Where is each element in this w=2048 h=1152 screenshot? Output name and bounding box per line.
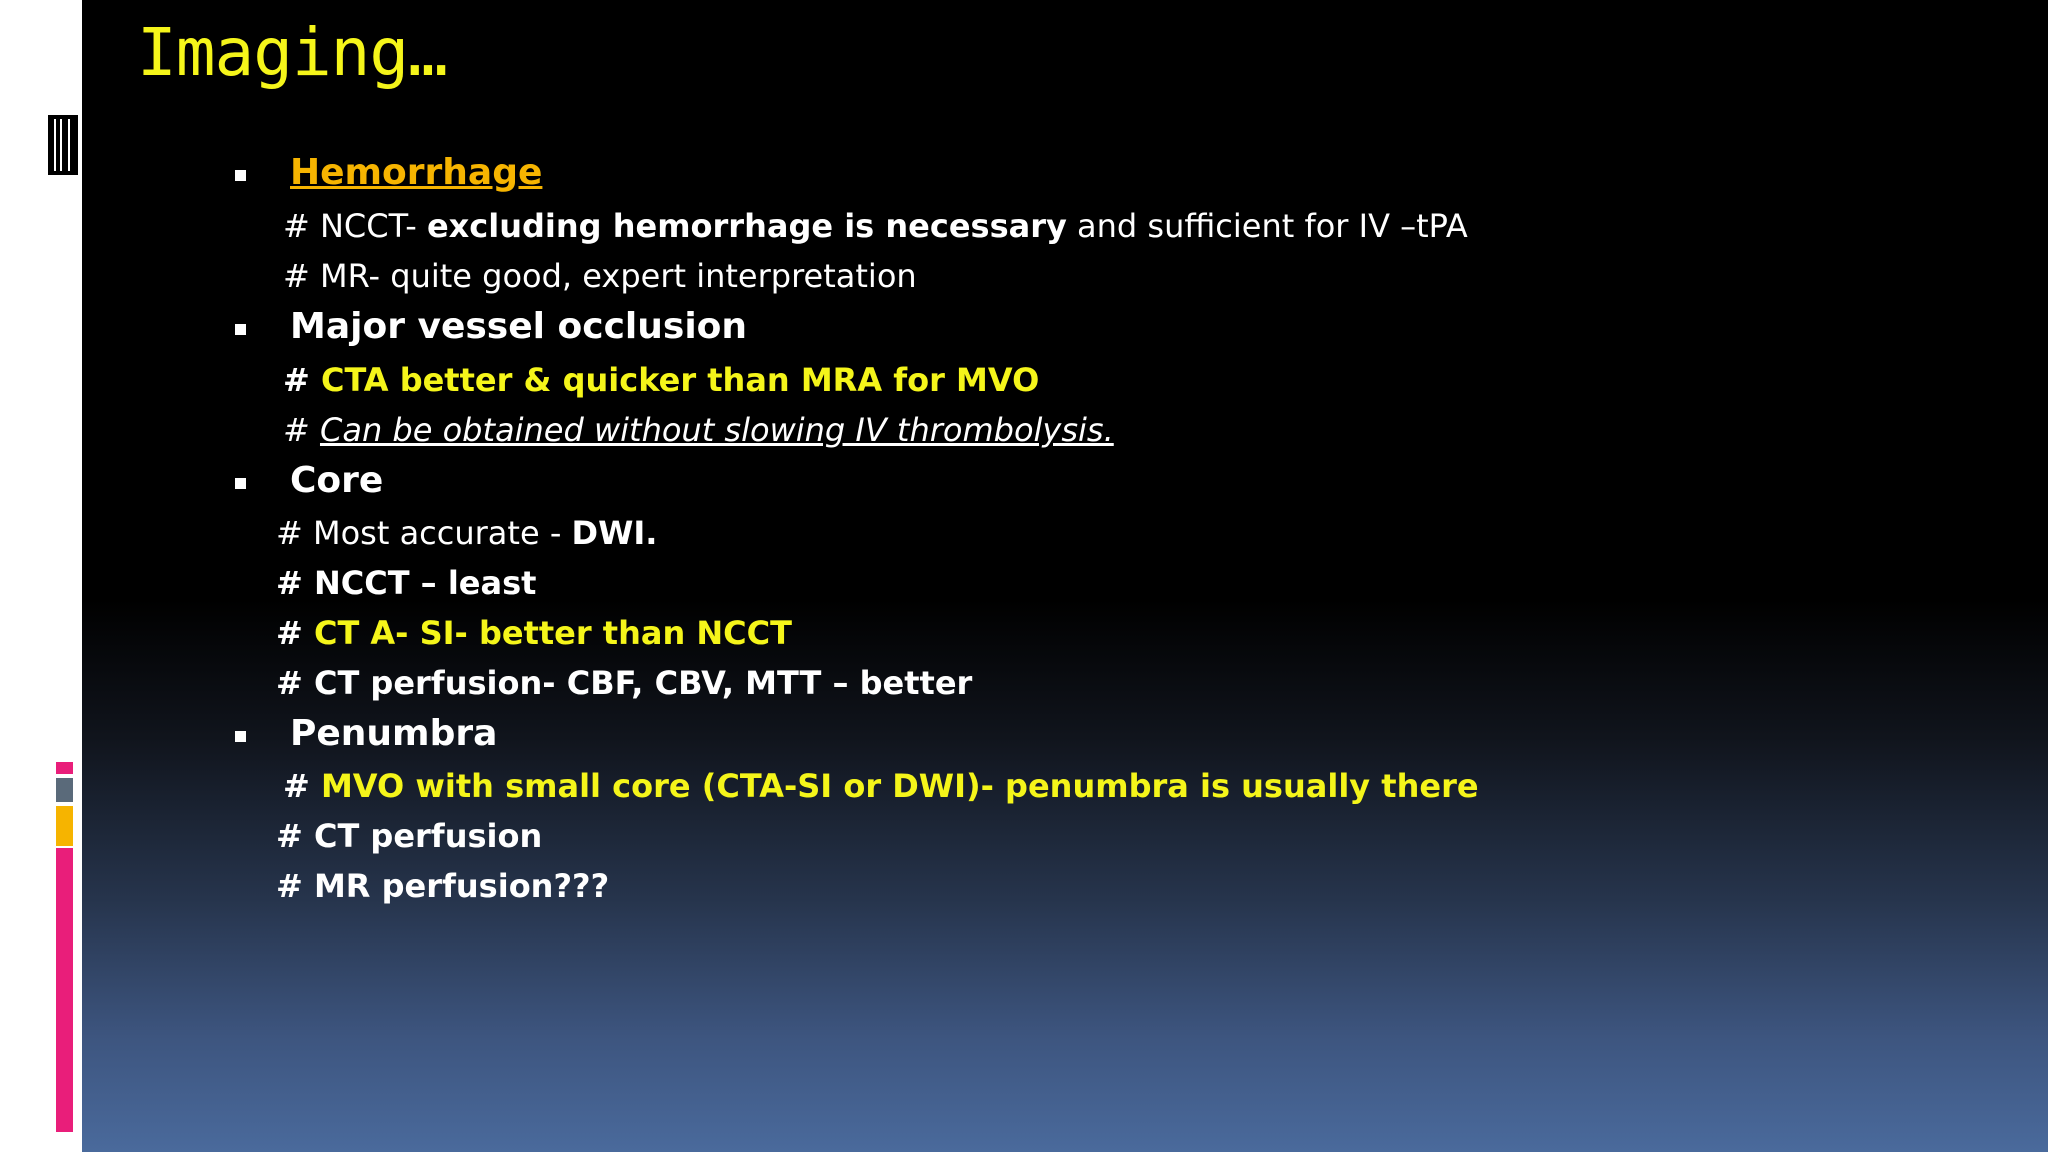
decorative-stripe [62, 115, 68, 175]
text-span: and sufficient for IV –tPA [1066, 207, 1468, 245]
core-line-2: # NCCT – least [276, 564, 537, 602]
mvo-line-2 [283, 411, 1114, 449]
heading-hemorrhage: Hemorrhage [290, 152, 543, 193]
hemorrhage-line-2: # MR- quite good, expert interpretation [283, 257, 917, 295]
text-span: # NCCT- [283, 207, 427, 245]
text-span: Can be obtained without slowing IV thrombolysis. [319, 411, 1114, 449]
decorative-stripe [48, 171, 78, 175]
decorative-stripe [48, 115, 78, 119]
text-span: CTA better & quicker than MRA for MVO [320, 361, 1040, 399]
core-line-3 [276, 614, 792, 652]
bullet-icon [235, 324, 246, 335]
decorative-stripe [70, 115, 78, 175]
decorative-bar-gray [56, 778, 73, 802]
text-span: MVO with small core (CTA-SI or DWI)- penumbra is usually there [320, 767, 1479, 805]
penumbra-line-1 [283, 767, 1479, 805]
decorative-bar-pink [56, 762, 73, 774]
text-span: CT A- SI- better than NCCT [313, 614, 792, 652]
core-line-4: # CT perfusion- CBF, CBV, MTT – better [276, 664, 973, 702]
text-span: DWI. [571, 514, 658, 552]
bullet-icon [235, 731, 246, 742]
core-line-1 [276, 514, 657, 552]
penumbra-line-2: # CT perfusion [276, 817, 543, 855]
mvo-line-1 [283, 361, 1039, 399]
bullet-icon [235, 478, 246, 489]
text-span: excluding hemorrhage is necessary [426, 207, 1067, 245]
decorative-stripe [48, 115, 54, 175]
text-span: # [283, 361, 321, 399]
heading-mvo: Major vessel occlusion [290, 306, 748, 347]
heading-core: Core [290, 460, 384, 501]
bullet-icon [235, 170, 246, 181]
decorative-stripe [56, 115, 60, 175]
text-span: # [283, 411, 320, 449]
hemorrhage-line-1 [283, 207, 1468, 245]
heading-penumbra: Penumbra [290, 713, 498, 754]
text-span: # [276, 614, 314, 652]
text-span: # [283, 767, 321, 805]
penumbra-line-3: # MR perfusion??? [276, 867, 610, 905]
slide-title: Imaging… [137, 14, 447, 91]
decorative-bar-pink-long [56, 848, 73, 1132]
decorative-bar-orange [56, 806, 73, 846]
text-span: # Most accurate - [276, 514, 572, 552]
